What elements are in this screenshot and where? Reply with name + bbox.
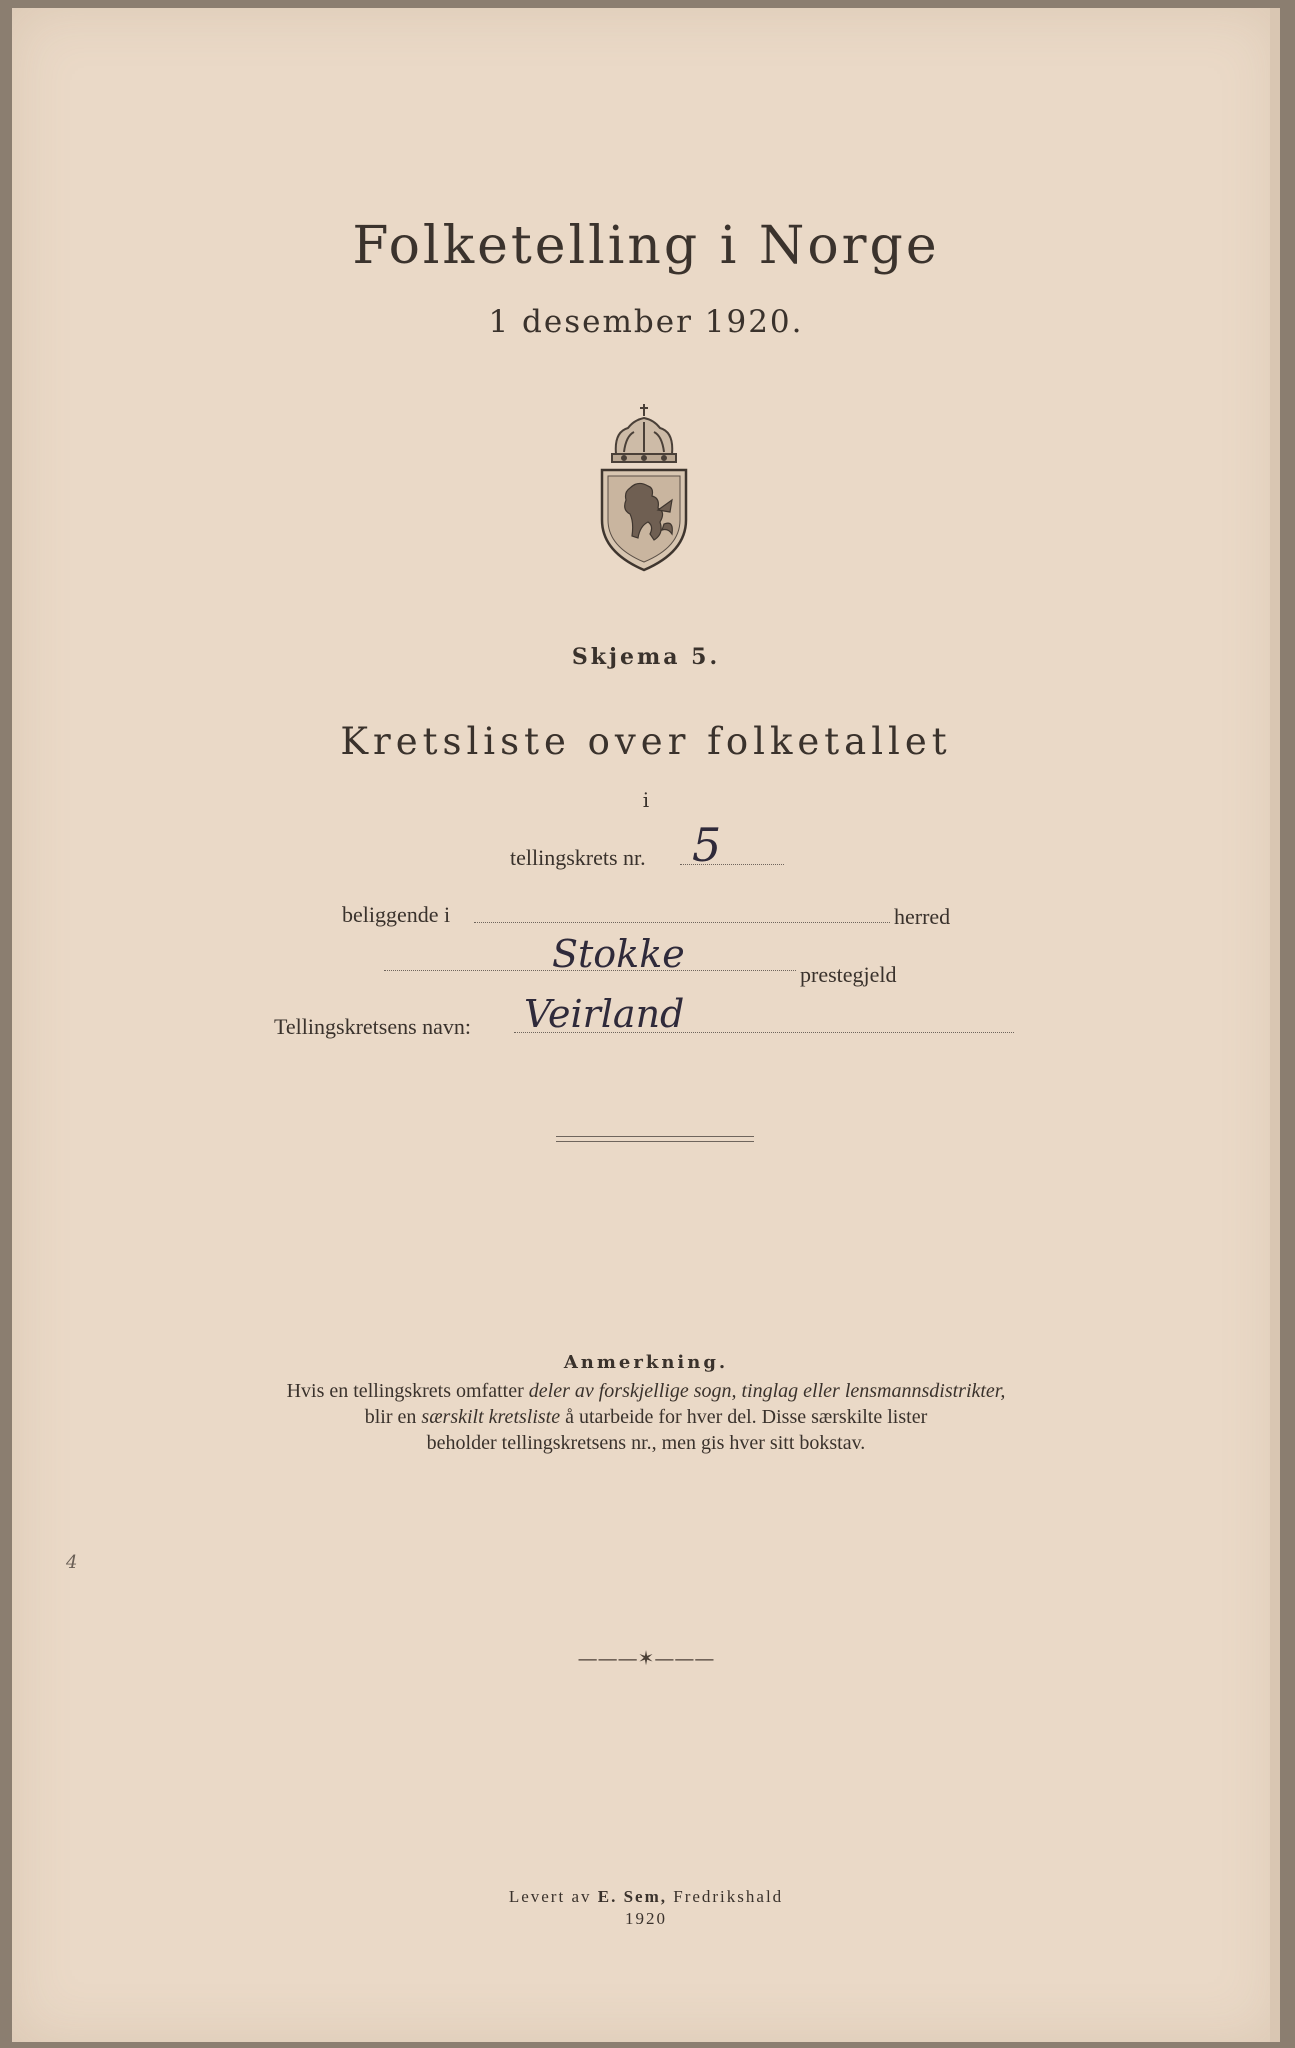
printer-name: E. Sem,	[597, 1887, 667, 1906]
note-line-2	[12, 1404, 1280, 1430]
note-line-2-italic: særskilt kretsliste	[421, 1406, 561, 1428]
printer-line	[12, 1886, 1280, 1908]
connector-word: i	[642, 788, 650, 812]
note-line-2-plain-a: blir en	[364, 1406, 417, 1428]
note-line-1-plain: Hvis en tellingskrets omfatter	[286, 1380, 524, 1402]
krets-name-label: Tellingskretsens navn:	[274, 1014, 472, 1039]
note-line-1-italic: deler av forskjellige sogn, tinglag eller lensmannsdistrikter,	[528, 1380, 1006, 1402]
coat-of-arms-icon	[594, 402, 694, 574]
census-date: 1 desember 1920.	[488, 304, 804, 340]
printer-place: Fredrikshald	[673, 1887, 784, 1906]
divider-line-top	[556, 1136, 754, 1137]
note-line-1	[12, 1378, 1280, 1404]
krets-number-value: 5	[692, 818, 722, 872]
note-title: Anmerkning.	[563, 1352, 729, 1373]
beliggende-label: beliggende i	[342, 902, 451, 927]
herred-field[interactable]	[474, 922, 890, 923]
prestegjeld-label: prestegjeld	[800, 962, 897, 987]
document-page	[12, 8, 1280, 2042]
printer-year: 1920	[625, 1909, 667, 1928]
krets-number-label: tellingskrets nr.	[510, 845, 646, 870]
schema-number: Skjema 5.	[571, 644, 721, 670]
ornament-divider: ———✶———	[577, 1646, 715, 1670]
note-line-3: beholder tellingskretsens nr., men gis hver sitt bokstav.	[426, 1432, 866, 1454]
printer-prefix: Levert av	[508, 1887, 592, 1906]
divider-line-bottom	[556, 1141, 754, 1142]
document-title: Folketelling i Norge	[352, 216, 940, 276]
krets-name-value: Veirland	[524, 992, 685, 1036]
printer-imprint	[12, 1886, 1280, 1930]
form-heading: Kretsliste over folketallet	[340, 720, 952, 763]
margin-pencil-mark: 4	[66, 1552, 78, 1573]
prestegjeld-value: Stokke	[552, 932, 685, 976]
herred-label: herred	[894, 904, 951, 929]
note-line-2-plain-b: å utarbeide for hver del. Disse særskilte lister	[565, 1406, 928, 1428]
note-text	[12, 1378, 1280, 1456]
